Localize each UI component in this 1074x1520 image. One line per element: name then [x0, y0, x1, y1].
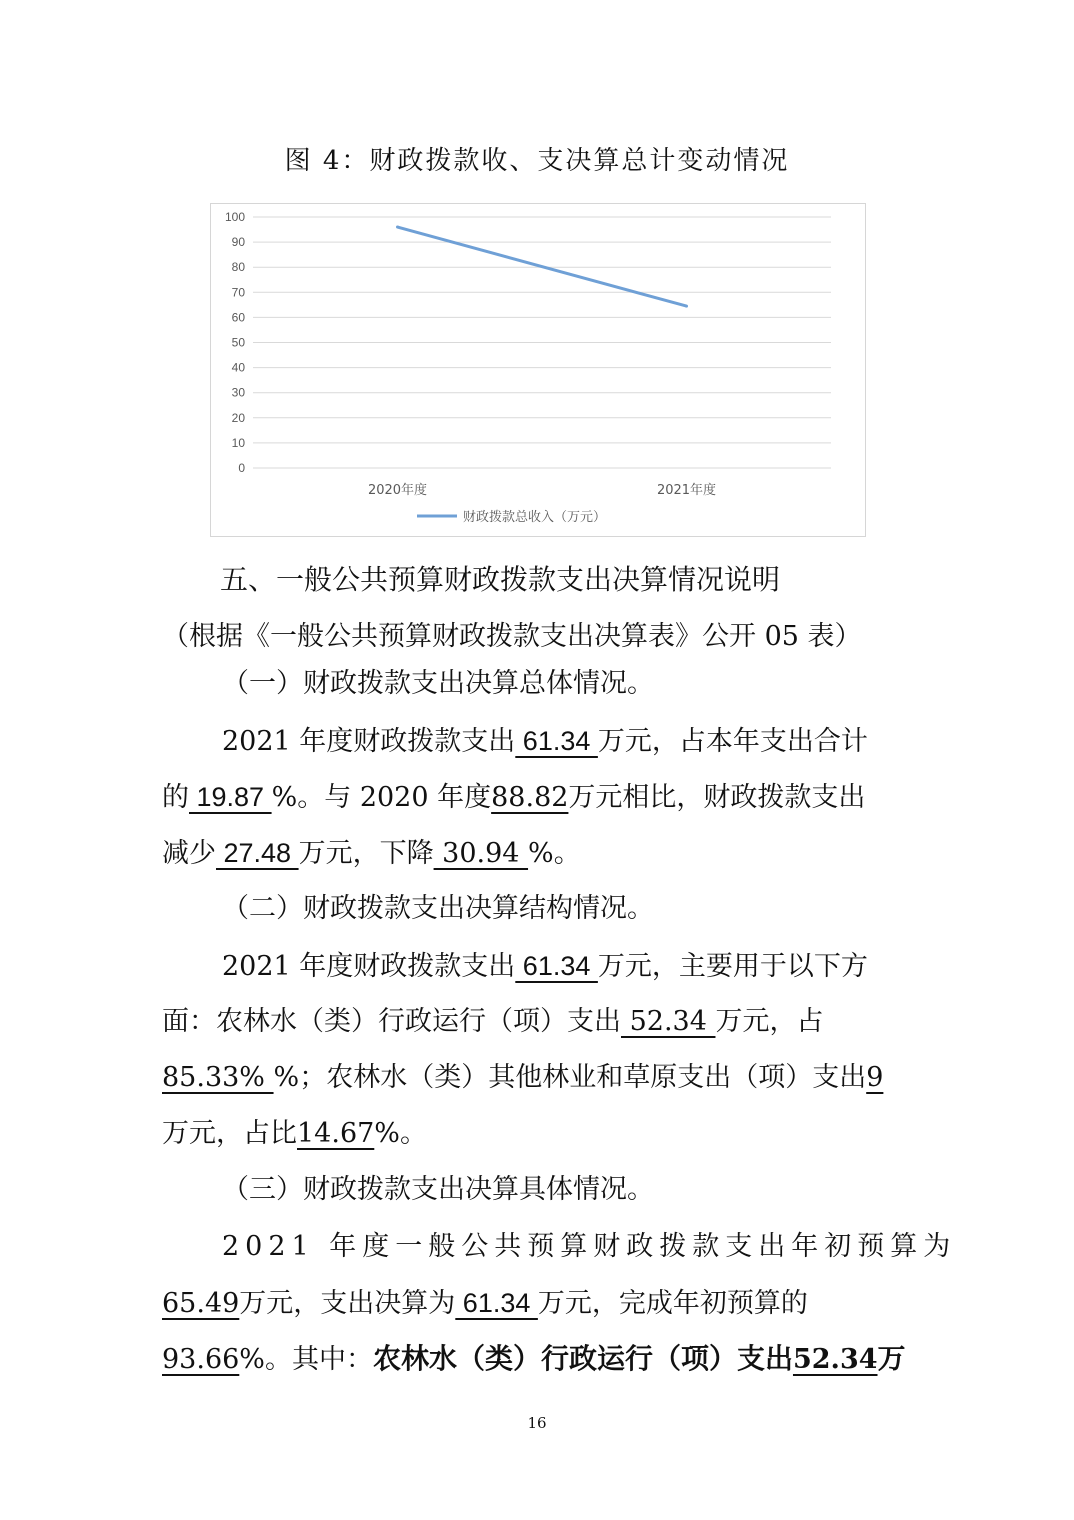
section-basis: （根据《一般公共预算财政拨款支出决算表》公开 05 表） — [162, 621, 862, 652]
line-chart — [210, 203, 866, 537]
data-point — [685, 305, 688, 308]
text-bold: 农林水（类）行政运行（项）支出 — [372, 1342, 793, 1375]
value-initial-budget: 65.49 — [162, 1288, 240, 1319]
sub1-line-2 — [162, 777, 865, 818]
subsection-2-title: （二）财政拨款支出决算结构情况。 — [222, 893, 654, 924]
text: 万元，主要用于以下方 — [597, 951, 868, 982]
sub3-line-2 — [162, 1283, 808, 1324]
value-final-expenditure: 61.34 — [455, 1288, 538, 1318]
text-bold: 万 — [877, 1342, 906, 1375]
data-point — [396, 226, 399, 229]
text: 面：农林水（类）行政运行（项）支出 — [162, 1006, 621, 1037]
value-decrease: 27.48 — [216, 838, 299, 868]
text: 万元，占比 — [162, 1118, 297, 1149]
sub2-line-2 — [162, 1002, 823, 1042]
value-admin-share: 85.33% — [162, 1062, 274, 1093]
text: 万元，占 — [715, 1006, 824, 1037]
sub3-line-1: 2021 年度一般公共预算财政拨款支出年初预算为 — [222, 1231, 957, 1262]
sub1-line-1 — [222, 721, 868, 762]
y-tick-label: 50 — [231, 335, 245, 350]
y-tick-label: 60 — [231, 310, 245, 325]
legend-label: 财政拨款总收入（万元） — [463, 510, 607, 525]
sub1-line-3 — [162, 833, 581, 874]
y-tick-label: 0 — [238, 461, 245, 475]
y-tick-label: 90 — [231, 235, 245, 250]
value-forestry-share: 14.67 — [297, 1118, 375, 1149]
y-tick-label: 100 — [224, 210, 245, 224]
text: 万元，支出决算为 — [239, 1288, 456, 1319]
text: %。与 2020 年度 — [271, 782, 492, 813]
value-forestry: 9 — [866, 1062, 884, 1093]
text: %。其中： — [239, 1344, 373, 1375]
y-tick-label: 70 — [231, 285, 245, 300]
value-completion-rate: 93.66 — [162, 1344, 240, 1375]
value-decline-rate: 30.94 — [433, 838, 529, 869]
text: 万元相比，财政拨款支出 — [568, 782, 866, 813]
text: 减少 — [162, 838, 216, 869]
value-expenditure: 61.34 — [515, 951, 598, 981]
series-line — [398, 227, 687, 306]
y-tick-label: 30 — [231, 385, 245, 400]
text: 万元，占本年支出合计 — [597, 726, 868, 757]
y-tick-label: 10 — [231, 435, 245, 450]
sub2-line-1 — [222, 946, 868, 987]
figure-title: 图 4：财政拨款收、支决算总计变动情况 — [284, 146, 790, 176]
section-heading: 五、一般公共预算财政拨款支出决算情况说明 — [220, 563, 781, 596]
text: 的 — [162, 782, 189, 813]
text: 2021 年度财政拨款支出 — [222, 726, 516, 757]
subsection-3-title: （三）财政拨款支出决算具体情况。 — [222, 1174, 654, 1205]
text: 2021 年度财政拨款支出 — [222, 951, 516, 982]
text: %。 — [374, 1118, 427, 1149]
value-admin-operation: 52.34 — [792, 1344, 878, 1375]
chart-canvas — [211, 204, 865, 536]
text: %；农林水（类）其他林业和草原支出（项）支出 — [273, 1062, 867, 1093]
sub2-line-4 — [162, 1114, 427, 1154]
y-tick-label: 40 — [231, 360, 245, 375]
subsection-1-title: （一）财政拨款支出决算总体情况。 — [222, 668, 654, 699]
value-share: 19.87 — [189, 782, 272, 812]
sub3-line-3 — [162, 1339, 906, 1380]
y-tick-label: 20 — [231, 410, 245, 425]
value-expenditure: 61.34 — [515, 726, 598, 756]
value-2020: 88.82 — [491, 782, 569, 813]
value-admin-operation: 52.34 — [621, 1006, 716, 1037]
x-tick-label: 2020年度 — [367, 483, 428, 498]
page-number: 16 — [527, 1414, 547, 1432]
x-tick-label: 2021年度 — [656, 483, 717, 498]
text: %。 — [528, 838, 581, 869]
y-tick-label: 80 — [231, 260, 245, 275]
sub2-line-3 — [162, 1058, 883, 1098]
text: 万元，完成年初预算的 — [537, 1288, 808, 1319]
text: 万元，下降 — [298, 838, 434, 869]
